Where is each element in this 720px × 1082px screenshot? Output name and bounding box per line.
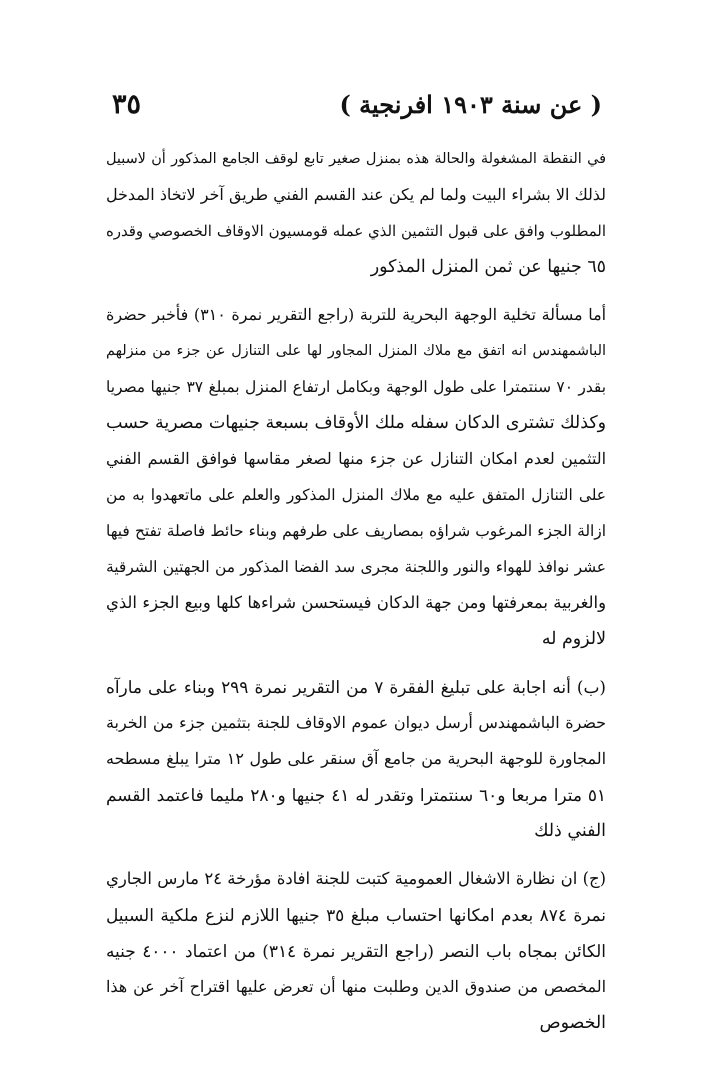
paragraph-c xyxy=(106,861,606,1041)
text-line: ازالة الجزء المرغوب شراؤه بمصاريف على طرفهم وبناء حائط فاصلة تفتح فيها xyxy=(106,522,606,540)
text-line: الكائن بمجاه باب النصر (راجع التقرير نمرة ٣١٤) من اعتماد ٤٠٠٠ جنيه xyxy=(106,941,606,961)
text-line: المخصص من صندوق الدين وطلبت منها أن تعرض عليها اقتراح آخر عن هذا xyxy=(106,977,606,996)
text-line: ٦٥ جنيها عن ثمن المنزل المذكور xyxy=(370,257,606,277)
body-text xyxy=(106,141,606,1041)
text-line: بقدر ٧٠ سنتمترا على طول الوجهة وبكامل ارتفاع المنزل بمبلغ ٣٧ جنيها مصريا xyxy=(106,378,606,396)
text-line: وكذلك تشترى الدكان سفله ملك الأوقاف بسبعة جنيهات مصرية حسب xyxy=(106,413,606,433)
paragraph-2 xyxy=(106,297,606,657)
text-line: المطلوب وافق على قبول التثمين الذي عمله قومسيون الاوقاف الخصوصي وقدره xyxy=(106,222,606,240)
page-number: ٣٥ xyxy=(112,89,142,120)
text-line: ٥١ مترا مربعا و٦٠ سنتمترا وتقدر له ٤١ جنيها و٢٨٠ مليما فاعتمد القسم xyxy=(106,785,606,805)
text-line: أما مسألة تخلية الوجهة البحرية للتربة (راجع التقرير نمرة ٣١٠) فأخبر حضرة xyxy=(106,305,606,324)
running-head xyxy=(112,86,602,126)
text-line: عشر نوافذ للهواء والنور واللجنة مجرى سد الفضا المذكور من الجهتين الشرقية xyxy=(106,558,606,576)
text-line: في النقطة المشغولة والحالة هذه بمنزل صغير تابع لوقف الجامع المذكور أن لاسبيل xyxy=(106,151,606,167)
text-line: لذلك الا بشراء البيت ولما لم يكن عند القسم الفني طريق آخر لاتخاذ المدخل xyxy=(106,185,606,204)
text-line: الباشمهندس انه اتفق مع ملاك المنزل المجاور لها على التنازل عن جزء من منزلهم xyxy=(106,343,606,359)
text-line: المجاورة للوجهة البحرية من جامع آق سنقر على طول ١٢ مترا يبلغ مسطحه xyxy=(106,749,606,768)
text-line: الفني ذلك xyxy=(534,821,606,841)
paragraph-b xyxy=(106,669,606,849)
text-line: التثمين لعدم امكان التنازل عن جزء منها لصغر مقاسها فوافق القسم الفني xyxy=(106,449,606,468)
paragraph-1 xyxy=(106,141,606,285)
text-line: الخصوص xyxy=(539,1013,606,1033)
text-line: (ب) أنه اجابة على تبليغ الفقرة ٧ من التقرير نمرة ٢٩٩ وبناء على مارآه xyxy=(106,677,606,697)
running-title: ( عن سنة ١٩٠٣ افرنجية ) xyxy=(339,90,602,119)
text-line: (ج) ان نظارة الاشغال العمومية كتبت للجنة افادة مؤرخة ٢٤ مارس الجاري xyxy=(106,869,606,888)
text-line: حضرة الباشمهندس أرسل ديوان عموم الاوقاف للجنة بتثمين جزء من الخربة xyxy=(106,713,606,732)
text-line: لالزوم له xyxy=(541,629,606,649)
text-line: نمرة ٨٧٤ بعدم امكانها احتساب مبلغ ٣٥ جنيها اللازم لنزع ملكية السبيل xyxy=(106,905,606,925)
text-line: والغربية بمعرفتها ومن جهة الدكان فيستحسن شراءها كلها وبيع الجزء الذي xyxy=(106,593,606,612)
text-line: على التنازل المتفق عليه مع ملاك المنزل المذكور والعلم على ماتعهدوا به من xyxy=(106,486,606,504)
